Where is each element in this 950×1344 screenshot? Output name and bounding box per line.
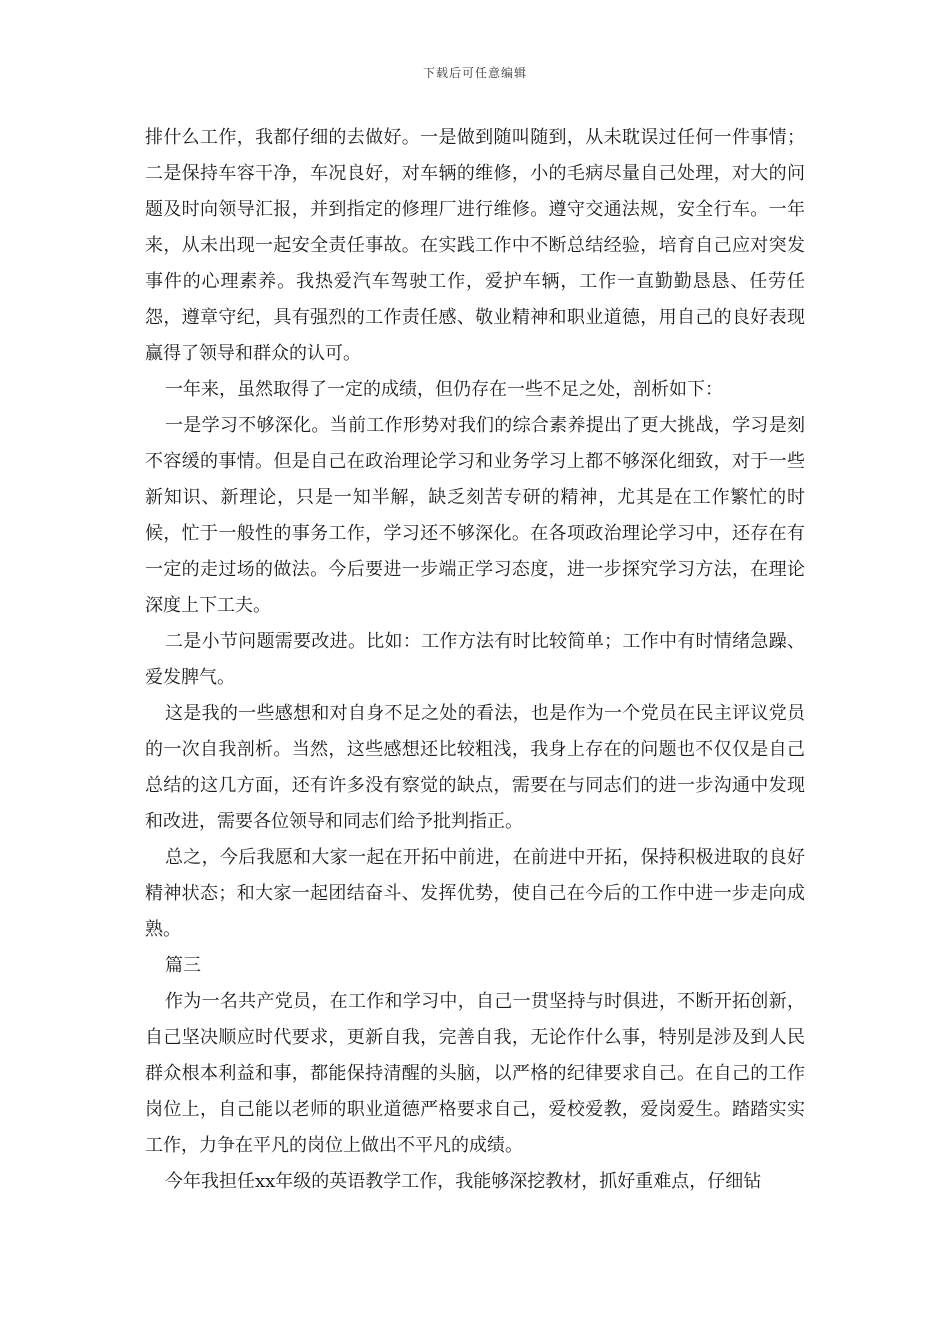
paragraph-1: 排什么工作，我都仔细的去做好。一是做到随叫随到，从未耽误过任何一件事情；二是保持车容干净，车况良好，对车辆的维修，小的毛病尽量自己处理，对大的问题及时向领导汇报，并到指定的修理厂进行维修。遵守交通法规，安全行车。一年来，从未出现一起安全责任事故。在实践工作中不断总结经验，培育自己应对突发事件的心理素养。我热爱汽车驾驶工作，爱护车辆，工作一直勤勤恳恳、任劳任怨，遵章守纪，具有强烈的工作责任感、敬业精神和职业道德，用自己的良好表现赢得了领导和群众的认可。 [145,127,805,364]
paragraph-6: 总之，今后我愿和大家一起在开拓中前进，在前进中开拓，保持积极进取的良好精神状态；和大家一起团结奋斗、发挥优势，使自己在今后的工作中进一步走向成熟。 [145,847,805,940]
paragraph-8: 今年我担任xx年级的英语教学工作，我能够深挖教材，抓好重难点，仔细钻 [165,1171,762,1192]
paragraph-3: 一是学习不够深化。当前工作形势对我们的综合素养提出了更大挑战，学习是刻不容缓的事情。但是自己在政治理论学习和业务学习上都不够深化细致，对于一些新知识、新理论，只是一知半解，缺乏刻苦专研的精神，尤其是在工作繁忙的时候，忙于一般性的事务工作，学习还不够深化。在各项政治理论学习中，还存在有一定的走过场的做法。今后要进一步端正学习态度，进一步探究学习方法，在理论深度上下工夫。 [145,415,805,616]
page-header: 下载后可任意编辑 [422,66,527,80]
paragraph-4: 二是小节问题需要改进。比如：工作方法有时比较简单；工作中有时情绪急躁、爱发脾气。 [145,631,805,688]
section-heading: 篇三 [165,955,201,976]
document-body [145,120,805,1200]
paragraph-7: 作为一名共产党员，在工作和学习中，自己一贯坚持与时俱进，不断开拓创新，自己坚决顺应时代要求，更新自我，完善自我，无论作什么事，特别是涉及到人民群众根本利益和事，都能保持清醒的头脑，以严格的纪律要求自己。在自己的工作岗位上，自己能以老师的职业道德严格要求自己，爱校爱教，爱岗爱生。踏踏实实工作，力争在平凡的岗位上做出不平凡的成绩。 [145,991,805,1156]
paragraph-5: 这是我的一些感想和对自身不足之处的看法，也是作为一个党员在民主评议党员的一次自我剖析。当然，这些感想还比较粗浅，我身上存在的问题也不仅仅是自己总结的这几方面，还有许多没有察觉的缺点，需要在与同志们的进一步沟通中发现和改进，需要各位领导和同志们给予批判指正。 [145,703,805,832]
paragraph-2: 一年来，虽然取得了一定的成绩，但仍存在一些不足之处，剖析如下： [165,379,723,400]
